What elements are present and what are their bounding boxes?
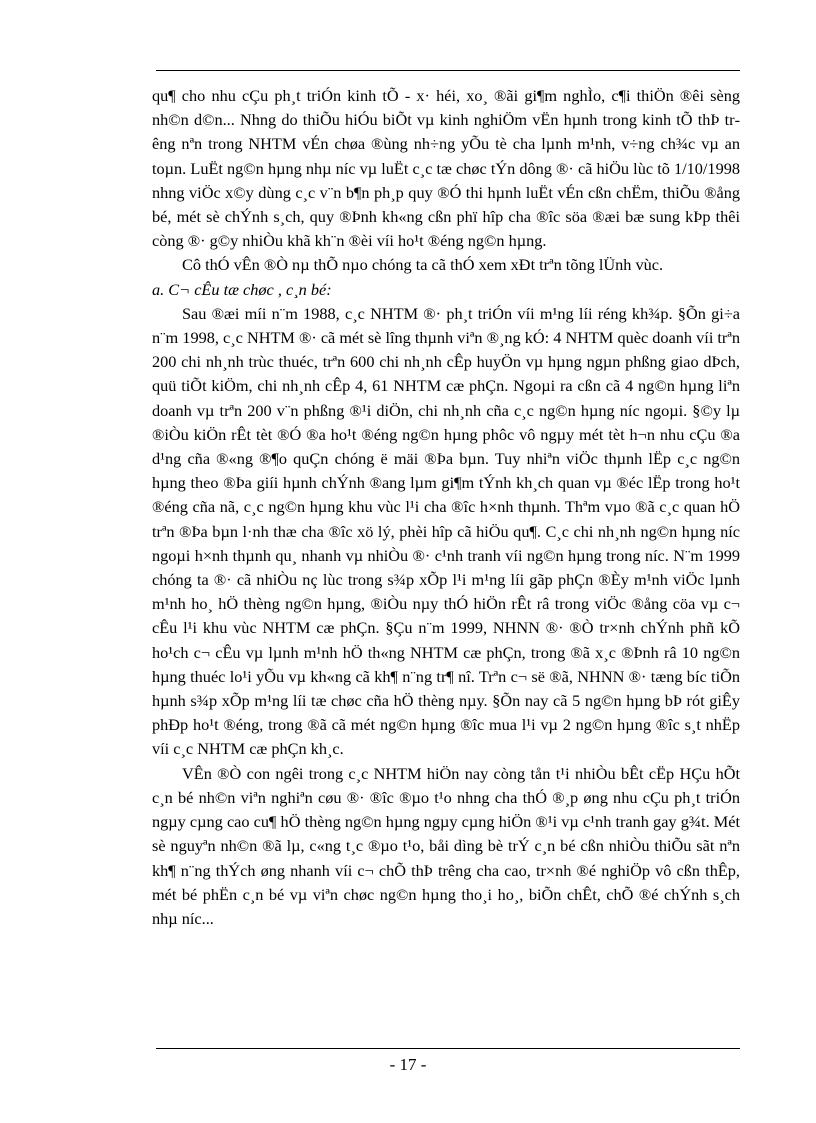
paragraph-personnel: VÊn ®Ò con ngêi trong c¸c NHTM hiÖn nay còng tån t¹i nhiÒu bÊt cËp HÇu hÕt c¸n bé nh©n viªn nghiªn cøu ®· ®îc ®µo t¹o nhng cha thÓ ®¸p øng nhu cÇu ph¸t triÓn ngµy cµng cao cu¶ hÖ thèng ng©n hµng ngµy cµng hiÖn ®¹i vµ c¹nh tranh gay g¾t. Mét sè nguyªn nh©n ®ã lµ, c«ng t¸c ®µo t¹o, båi dìng bè trÝ c¸n bé cßn nhiÒu thiÕu sãt nªn kh¶ n¨ng thÝch øng nhanh víi c¬ chÕ thÞ trêng cha cao, tr×nh ®é nghiÖp vô cßn thÊp, mét bé phËn c¸n bé vµ viªn chøc ng©n hµng tho¸i ho¸, biÕn chÊt, chÕ ®é chÝnh s¸ch nhµ níc... bbox=[152, 763, 740, 928]
document-body bbox=[152, 84, 740, 931]
paragraph-network: Sau ®æi míi n¨m 1988, c¸c NHTM ®· ph¸t triÓn víi m¹ng líi réng kh¾p. §Õn gi÷a n¨m 1998, c¸c NHTM ®· cã mét sè lîng thµnh viªn ®¸ng kÓ: 4 NHTM quèc doanh víi trªn 200 chi nh¸nh trùc thuéc, trªn 600 chi nh¸nh cÊp huyÖn vµ hµng ngµn phßng giao dÞch, quü tiÕt kiÖm, chi nh¸nh cÊp 4, 61 NHTM cæ phÇn. Ngoµi ra cßn cã 4 ng©n hµng liªn doanh vµ trªn 200 v¨n phßng ®¹i diÖn, chi nh¸nh cña c¸c ng©n hµng níc ngoµi. §©y lµ ®iÒu kiÖn rÊt tèt ®Ó ®a ho¹t ®éng ng©n hµng phôc vô ngµy mét tèt h¬n nhu cÇu ®a d¹ng cña ®«ng ®¶o quÇn chóng ë mäi ®Þa bµn. Tuy nhiªn viÖc thµnh lËp c¸c ng©n hµng theo ®Þa giíi hµnh chÝnh ®ang lµm gi¶m tÝnh kh¸ch quan vµ ®éc lËp trong ho¹t ®éng cña nã, c¸c ng©n hµng khu vùc l¹i cha ®îc h×nh thµnh. Thªm vµo ®ã c¸c quan hÖ trªn ®Þa bµn l·nh thæ cha ®îc xö lý, phèi hîp cã hiÖu qu¶. C¸c chi nh¸nh ng©n hµng níc ngoµi h×nh thµnh qu¸ nhanh vµ nhiÒu ®· c¹nh tranh víi ng©n hµng trong níc. N¨m 1999 chóng ta ®· cã nhiÒu nç lùc trong s¾p xÕp l¹i m¹ng líi gãp phÇn ®Èy m¹nh viÖc lµnh m¹nh ho¸ hÖ thèng ng©n hµng, ®iÒu nµy thÓ hiÖn rÊt râ trong viÖc ®ång cöa vµ c¬ cÊu l¹i khu vùc NHTM cæ phÇn. §Çu n¨m 1999, NHNN ®· ®Ò tr×nh chÝnh phñ kÕ ho¹ch c¬ cÊu vµ lµnh m¹nh hÖ th«ng NHTM cæ phÇn, trong ®ã x¸c ®Þnh râ 10 ng©n hµng thuéc lo¹i yÕu vµ kh«ng cã kh¶ n¨ng tr¶ nî. Trªn c¬ së ®ã, NHNN ®· tæng bíc tiÕn hµnh s¾p xÕp m¹ng líi tæ chøc cña hÖ thèng nµy. §Õn nay cã 5 ng©n hµng bÞ rót giÊy phÐp ho¹t ®éng, trong ®ã cã mét ng©n hµng ®îc mua l¹i vµ 2 ng©n hµng ®îc s¸t nhËp víi c¸c NHTM cæ phÇn kh¸c. bbox=[152, 303, 740, 759]
section-heading: a. C¬ cÊu tæ chøc , c¸n bé: bbox=[152, 279, 332, 299]
footer-rule bbox=[156, 1048, 740, 1049]
page-number: - 17 - bbox=[389, 1055, 427, 1074]
paragraph-transition: Cô thÓ vÊn ®Ò nµ thÕ nµo chóng ta cã thÓ xem xÐt trªn tõng lÜnh vùc. bbox=[182, 255, 664, 275]
paragraph-intro: qu¶ cho nhu cÇu ph¸t triÓn kinh tÕ - x· héi, xo¸ ®ãi gi¶m nghÌo, c¶i thiÖn ®êi sèng nh©n d©n... Nhng do thiÕu hiÓu biÕt vµ kinh nghiÖm vËn hµnh trong kinh tÕ thÞ trêng nªn trong NHTM vÉn chøa ®ùng nh÷ng yÕu tè cha lµnh m¹nh, v÷ng ch¾c vµ an toµn. LuËt ng©n hµng nhµ níc vµ luËt c¸c tæ chøc tÝn dông ®· cã hiÖu lùc tõ 1/10/1998 nhng viÖc x©y dùng c¸c v¨n b¶n ph¸p quy ®Ó thi hµnh luËt vÉn cßn chËm, thiÕu ®ång bé, mét sè chÝnh s¸ch, quy ®Þnh kh«ng cßn phï hîp cha ®îc söa ®æi bæ sung kÞp thêi còng ®· g©y nhiÒu khã kh¨n ®èi víi ho¹t ®éng ng©n hµng. bbox=[152, 86, 740, 251]
header-rule bbox=[156, 70, 740, 71]
